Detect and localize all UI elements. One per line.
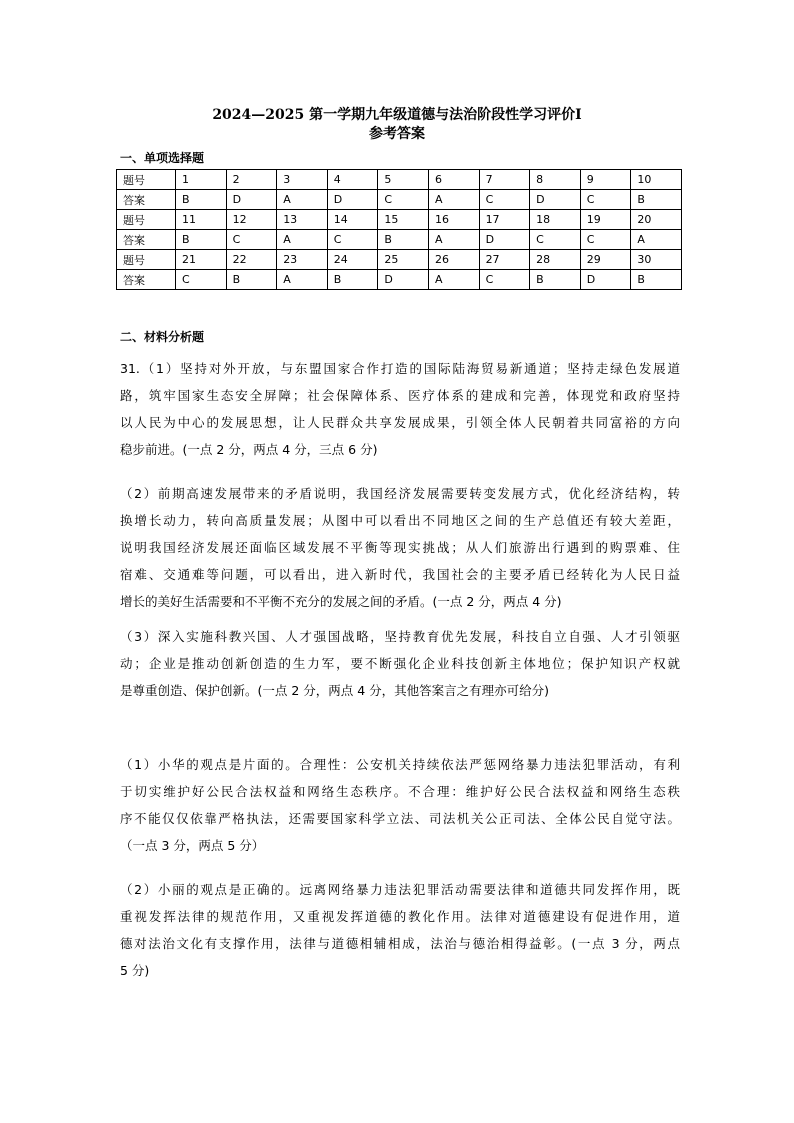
table-cell: B (226, 270, 277, 290)
table-cell: B (378, 230, 429, 250)
table-cell: D (378, 270, 429, 290)
table-cell: 17 (479, 210, 530, 230)
table-cell: 21 (176, 250, 227, 270)
table-cell: C (327, 230, 378, 250)
answer-line: 稳步前进。(一点 2 分，两点 4 分，三点 6 分) (120, 442, 378, 457)
answer-line: （3）深入实施科教兴国、人才强国战略，坚持教育优先发展，科技自立自强、人才引领驱 (120, 629, 680, 644)
table-cell: 7 (479, 170, 530, 190)
table-cell: B (176, 190, 227, 210)
answer-line: （一点 3 分，两点 5 分） (120, 838, 265, 853)
answer-table-row (117, 270, 682, 290)
answer-line: 以人民为中心的发展思想，让人民群众共享发展成果，引领全体人民朝着共同富裕的方向 (120, 415, 680, 430)
table-cell: 3 (277, 170, 328, 190)
answer-line: 序不能仅仅依靠严格执法，还需要国家科学立法、司法机关公正司法、全体公民自觉守法。 (120, 811, 680, 826)
document-subtitle: 参考答案 (369, 126, 425, 142)
table-cell: B (631, 190, 682, 210)
table-cell: 27 (479, 250, 530, 270)
table-cell: 10 (631, 170, 682, 190)
table-cell: 25 (378, 250, 429, 270)
table-cell: D (580, 270, 631, 290)
table-cell: 2 (226, 170, 277, 190)
table-cell: 1 (176, 170, 227, 190)
answer-31-1 (120, 355, 680, 463)
answer-line: 动；企业是推动创新创造的生力军，要不断强化企业科技创新主体地位；保护知识产权就 (120, 656, 680, 671)
answer-line: 德对法治文化有支撑作用，法律与道德相辅相成，法治与德治相得益彰。(一点 3 分，两点 (120, 936, 680, 951)
table-cell: 15 (378, 210, 429, 230)
answer-line: 31.（1）坚持对外开放，与东盟国家合作打造的国际陆海贸易新通道；坚持走绿色发展道 (120, 361, 680, 376)
answer-31-2 (120, 480, 680, 615)
table-cell: 24 (327, 250, 378, 270)
table-cell: D (327, 190, 378, 210)
answer-32-2 (120, 876, 680, 984)
document-title: 2024—2025 第一学期九年级道德与法治阶段性学习评价Ⅰ (212, 107, 582, 123)
table-cell: 13 (277, 210, 328, 230)
answer-table (116, 169, 682, 290)
table-cell: C (176, 270, 227, 290)
table-cell: 5 (378, 170, 429, 190)
row-label: 题号 (117, 210, 176, 230)
table-cell: 23 (277, 250, 328, 270)
table-cell: C (530, 230, 581, 250)
table-cell: C (479, 270, 530, 290)
table-cell: D (530, 190, 581, 210)
table-cell: D (479, 230, 530, 250)
table-cell: 28 (530, 250, 581, 270)
answer-line: 宿难、交通难等问题，可以看出，进入新时代，我国社会的主要矛盾已经转化为人民日益 (120, 567, 680, 582)
table-cell: D (226, 190, 277, 210)
table-cell: B (631, 270, 682, 290)
answer-line: 换增长动力，转向高质量发展；从图中可以看出不同地区之间的生产总值还有较大差距， (120, 513, 680, 528)
answer-table-row (117, 190, 682, 210)
table-cell: 12 (226, 210, 277, 230)
table-cell: 19 (580, 210, 631, 230)
table-cell: 6 (428, 170, 479, 190)
answer-32-1 (120, 751, 680, 859)
table-cell: 8 (530, 170, 581, 190)
answer-table-row (117, 210, 682, 230)
answer-line: 增长的美好生活需要和不平衡不充分的发展之间的矛盾。(一点 2 分，两点 4 分) (120, 594, 562, 609)
answer-line: （2）小丽的观点是正确的。远离网络暴力违法犯罪活动需要法律和道德共同发挥作用，既 (120, 882, 680, 897)
table-cell: B (176, 230, 227, 250)
answer-line: 说明我国经济发展还面临区域发展不平衡等现实挑战；从人们旅游出行遇到的购票难、住 (120, 540, 680, 555)
answer-line: （1）小华的观点是片面的。合理性：公安机关持续依法严惩网络暴力违法犯罪活动，有利 (120, 757, 680, 772)
table-cell: 18 (530, 210, 581, 230)
answer-line: （2）前期高速发展带来的矛盾说明，我国经济发展需要转变发展方式，优化经济结构，转 (120, 486, 680, 501)
table-cell: A (277, 230, 328, 250)
answer-line: 于切实维护好公民合法权益和网络生态秩序。不合理：维护好公民合法权益和网络生态秩 (120, 784, 680, 799)
answer-31-3 (120, 623, 680, 704)
table-cell: C (479, 190, 530, 210)
section-heading-analysis: 二、材料分析题 (120, 330, 205, 344)
answer-table-row (117, 230, 682, 250)
table-cell: 26 (428, 250, 479, 270)
table-cell: C (226, 230, 277, 250)
table-cell: 4 (327, 170, 378, 190)
answer-table-row (117, 170, 682, 190)
table-cell: B (327, 270, 378, 290)
row-label: 答案 (117, 190, 176, 210)
answer-line: 路，筑牢国家生态安全屏障；社会保障体系、医疗体系的建成和完善，体现党和政府坚持 (120, 388, 680, 403)
table-cell: B (530, 270, 581, 290)
answer-line: 重视发挥法律的规范作用，又重视发挥道德的教化作用。法律对道德建设有促进作用，道 (120, 909, 680, 924)
row-label: 答案 (117, 230, 176, 250)
table-cell: 9 (580, 170, 631, 190)
table-cell: 20 (631, 210, 682, 230)
table-cell: A (277, 270, 328, 290)
row-label: 题号 (117, 170, 176, 190)
table-cell: A (428, 230, 479, 250)
table-cell: A (631, 230, 682, 250)
table-cell: 29 (580, 250, 631, 270)
answer-line: 5 分) (120, 963, 150, 978)
table-cell: A (277, 190, 328, 210)
table-cell: C (580, 230, 631, 250)
table-cell: 30 (631, 250, 682, 270)
answer-table-row (117, 250, 682, 270)
table-cell: 16 (428, 210, 479, 230)
table-cell: 22 (226, 250, 277, 270)
table-cell: A (428, 190, 479, 210)
table-cell: 11 (176, 210, 227, 230)
row-label: 答案 (117, 270, 176, 290)
answer-line: 是尊重创造、保护创新。(一点 2 分，两点 4 分，其他答案言之有理亦可给分) (120, 683, 550, 698)
table-cell: C (378, 190, 429, 210)
table-cell: A (428, 270, 479, 290)
row-label: 题号 (117, 250, 176, 270)
section-heading-choice: 一、单项选择题 (120, 151, 205, 165)
table-cell: 14 (327, 210, 378, 230)
table-cell: C (580, 190, 631, 210)
